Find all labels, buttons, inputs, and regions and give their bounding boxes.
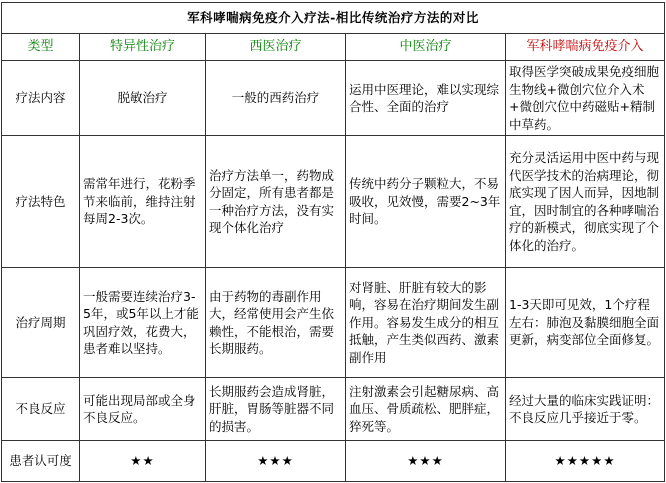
row-label-side-effects: 不良反应: [2, 378, 80, 441]
cell-specific: 一般需要连续治疗3-5年，或5年以上才能巩固疗效，花费大，患者难以坚持。: [80, 268, 206, 378]
table-title: 军科哮喘病免疫介入疗法-相比传统治疗方法的对比: [2, 3, 665, 34]
row-label-cycle: 治疗周期: [2, 268, 80, 378]
row-label-approval: 患者认可度: [2, 441, 80, 482]
header-immune-intervention: 军科哮喘病免疫介入: [506, 34, 665, 61]
cell-specific: 可能出现局部或全身不良反应。: [80, 378, 206, 441]
cell-specific: 脱敏治疗: [80, 61, 206, 136]
cell-chinese: 注射激素会引起糖尿病、高血压、骨质疏松、肥胖症，猝死等。: [346, 378, 506, 441]
cell-immune: 1-3天即可见效，1个疗程左右：肺泡及黏膜细胞全面更新，病变部位全面修复。: [506, 268, 665, 378]
cell-western: 治疗方法单一，药物成分固定，所有患者都是一种治疗方法，没有实现个体化治疗: [206, 136, 346, 268]
cell-chinese: 传统中药分子颗粒大，不易吸收，见效慢，需要2~3年时间。: [346, 136, 506, 268]
cell-western: 由于药物的毒副作用大，经常使用会产生依赖性，不能根治，需要长期服药。: [206, 268, 346, 378]
cell-immune: 取得医学突破成果免疫细胞生物线+微创穴位介入术+微创穴位中药磁贴+精制中草药。: [506, 61, 665, 136]
header-type: 类型: [2, 34, 80, 61]
rating-stars-specific: ★★: [80, 441, 206, 482]
header-specific-therapy: 特异性治疗: [80, 34, 206, 61]
rating-stars-immune: ★★★★★: [506, 441, 665, 482]
row-label-content: 疗法内容: [2, 61, 80, 136]
table-row: [2, 268, 665, 378]
cell-immune: 充分灵活运用中医中药与现代医学技术的治病理论，彻底实现了因人而异，因地制宜，因时制宜的各种哮喘治疗的新模式，彻底实现了个体化的治疗。: [506, 136, 665, 268]
header-western-medicine: 西医治疗: [206, 34, 346, 61]
comparison-table: [1, 2, 665, 482]
cell-western: 长期服药会造成肾脏，肝脏，胃肠等脏器不同的损害。: [206, 378, 346, 441]
cell-western: 一般的西药治疗: [206, 61, 346, 136]
rating-stars-western: ★★★: [206, 441, 346, 482]
table-row: [2, 136, 665, 268]
rating-stars-chinese: ★★★: [346, 441, 506, 482]
row-label-features: 疗法特色: [2, 136, 80, 268]
header-row: [2, 34, 665, 61]
cell-chinese: 对肾脏、肝脏有较大的影响，容易在治疗期间发生副作用。容易发生成分的相互抵触，产生类似西药、激素副作用: [346, 268, 506, 378]
table-row: [2, 378, 665, 441]
cell-chinese: 运用中医理论，难以实现综合性、全面的治疗: [346, 61, 506, 136]
table-row: [2, 61, 665, 136]
table-row: [2, 441, 665, 482]
header-chinese-medicine: 中医治疗: [346, 34, 506, 61]
cell-immune: 经过大量的临床实践证明：不良反应几乎接近于零。: [506, 378, 665, 441]
cell-specific: 需常年进行，花粉季节来临前，维持注射每周2-3次。: [80, 136, 206, 268]
